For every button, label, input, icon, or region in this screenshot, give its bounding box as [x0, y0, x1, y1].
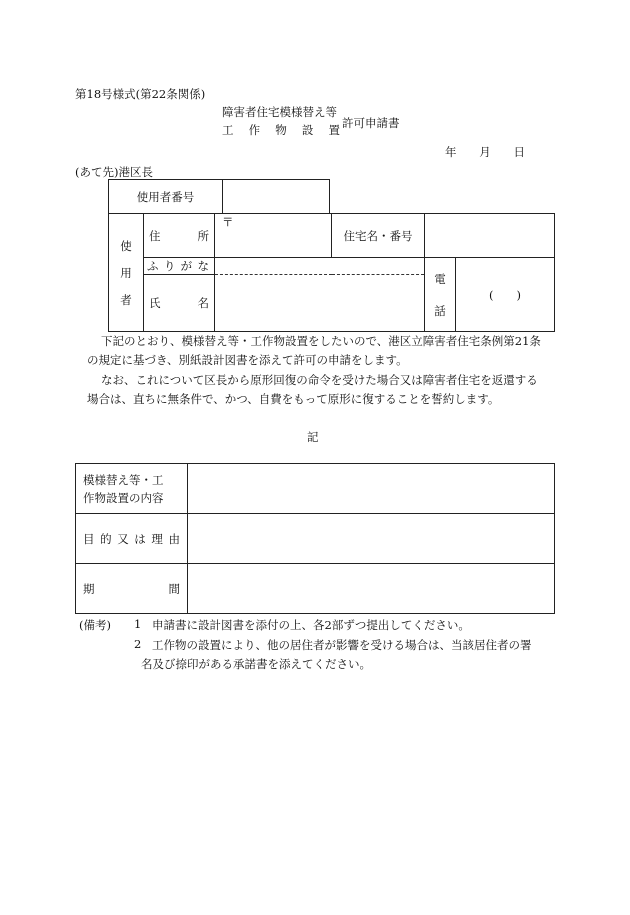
ki-heading: 記 — [307, 430, 319, 444]
applicant-side-label: 使 用 者 — [109, 214, 144, 332]
address-label: 住 所 — [144, 214, 215, 258]
house-label: 住宅名・番号 — [332, 214, 425, 258]
phone-cell[interactable] — [456, 258, 555, 332]
para2-line1: なお、これについて区長から原形回復の命令を受けた場合又は障害者住宅を返還する — [101, 373, 538, 387]
note2-line1: 工作物の設置により、他の居住者が影響を受ける場合は、当該居住者の署 — [152, 638, 532, 652]
para1-line2: の規定に基づき、別紙設計図書を添えて許可の申請をします。 — [87, 353, 408, 367]
furigana-cell[interactable] — [215, 258, 425, 275]
phone-paren: ( ) — [489, 287, 521, 302]
content-input[interactable] — [188, 464, 554, 513]
house-input[interactable] — [425, 214, 554, 257]
purpose-label: 目 的 又 は 理 由 — [76, 514, 188, 564]
date-line: 年 月 日 — [445, 145, 525, 159]
addressee: (あて先)港区長 — [75, 165, 153, 179]
period-label: 期 間 — [76, 564, 188, 614]
address-cell[interactable] — [215, 214, 332, 258]
note1-num: 1 — [134, 617, 142, 631]
content-label: 模様替え等・工 作物設置の内容 — [76, 464, 188, 514]
user-number-table — [108, 179, 330, 214]
postal-mark: 〒 — [222, 215, 234, 229]
para2-line2: 場合は、直ちに無条件で、かつ、自費をもって原形に復することを誓約します。 — [87, 392, 500, 406]
furigana-label: ふ り が な — [144, 258, 215, 275]
period-cell[interactable] — [188, 564, 555, 614]
house-cell[interactable] — [425, 214, 555, 258]
title-line1: 障害者住宅模様替え等 — [222, 105, 337, 119]
title-line2: 工 作 物 設 置 — [222, 123, 340, 137]
content-cell[interactable] — [188, 464, 555, 514]
name-label: 氏 名 — [144, 275, 215, 332]
purpose-input[interactable] — [188, 514, 554, 563]
note2-line2: 名及び捺印がある承諾書を添えてください。 — [141, 657, 371, 671]
period-input[interactable] — [188, 564, 554, 613]
detail-table — [75, 463, 555, 614]
form-number: 第18号様式(第22条関係) — [75, 87, 206, 101]
notes-label: (備考) — [79, 618, 111, 632]
phone-label: 電 話 — [425, 258, 456, 332]
furigana-input[interactable] — [215, 258, 424, 274]
purpose-cell[interactable] — [188, 514, 555, 564]
note1-text: 申請書に設計図書を添付の上、各2部ずつ提出してください。 — [152, 618, 470, 632]
name-cell[interactable] — [215, 275, 425, 332]
applicant-table — [108, 213, 555, 332]
name-input[interactable] — [215, 275, 424, 331]
title-suffix: 許可申請書 — [342, 116, 400, 130]
para1-line1: 下記のとおり、模様替え等・工作物設置をしたいので、港区立障害者住宅条例第21条 — [101, 334, 541, 348]
note2-num: 2 — [134, 637, 142, 651]
user-number-input[interactable] — [223, 180, 329, 213]
user-number-label: 使用者番号 — [109, 180, 223, 214]
user-number-cell[interactable] — [223, 180, 330, 214]
